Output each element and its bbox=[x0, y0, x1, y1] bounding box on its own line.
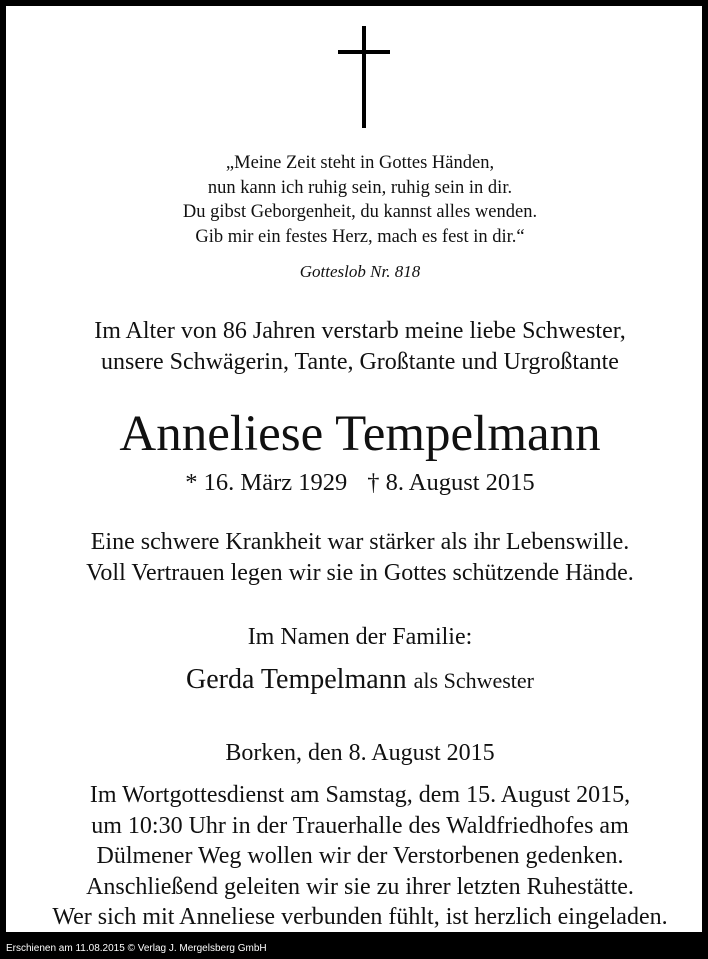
service-info bbox=[12, 780, 708, 933]
quote-line: nun kann ich ruhig sein, ruhig sein in dir. bbox=[207, 177, 513, 198]
service-line: Im Wortgottesdienst am Samstag, dem 15. August 2015, bbox=[89, 782, 631, 808]
place-date: Borken, den 8. August 2015 bbox=[225, 740, 495, 766]
quote-source: Gotteslob Nr. 818 bbox=[299, 262, 421, 281]
statement bbox=[12, 527, 708, 589]
mourner bbox=[12, 662, 708, 699]
mourner-name: Gerda Tempelmann bbox=[185, 664, 407, 695]
scripture-quote bbox=[12, 151, 708, 249]
statement-line: Eine schwere Krankheit war stärker als ihr Lebenswille. bbox=[90, 529, 630, 555]
cross-icon bbox=[338, 26, 390, 128]
deceased-name: Anneliese Tempelmann bbox=[119, 406, 601, 462]
death-announcement bbox=[12, 316, 708, 378]
death-date: † 8. August 2015 bbox=[367, 469, 535, 496]
service-line: um 10:30 Uhr in der Trauerhalle des Waldfriedhofes am bbox=[91, 812, 629, 839]
quote-line: „Meine Zeit steht in Gottes Händen, bbox=[225, 153, 495, 173]
family-intro: Im Namen der Familie: bbox=[247, 624, 473, 650]
mourner-relation: als Schwester bbox=[413, 668, 535, 693]
birth-date: * 16. März 1929 bbox=[185, 469, 348, 496]
announcement-line: Im Alter von 86 Jahren verstarb meine liebe Schwester, bbox=[94, 318, 626, 344]
quote-line: Du gibst Geborgenheit, du kannst alles wenden. bbox=[182, 202, 538, 222]
life-dates bbox=[12, 468, 708, 498]
announcement-line: unsere Schwägerin, Tante, Großtante und Urgroßtante bbox=[101, 349, 619, 375]
quote-line: Gib mir ein festes Herz, mach es fest in dir.“ bbox=[195, 226, 525, 247]
service-line: Wer sich mit Anneliese verbunden fühlt, ist herzlich eingeladen. bbox=[52, 904, 668, 930]
statement-line: Voll Vertrauen legen wir sie in Gottes schützende Hände. bbox=[86, 560, 634, 586]
service-line: Dülmener Weg wollen wir der Verstorbenen gedenken. bbox=[96, 843, 624, 869]
service-line: Anschließend geleiten wir sie zu ihrer letzten Ruhestätte. bbox=[86, 873, 634, 900]
publication-footer: Erschienen am 11.08.2015 © Verlag J. Mergelsberg GmbH bbox=[0, 938, 708, 959]
